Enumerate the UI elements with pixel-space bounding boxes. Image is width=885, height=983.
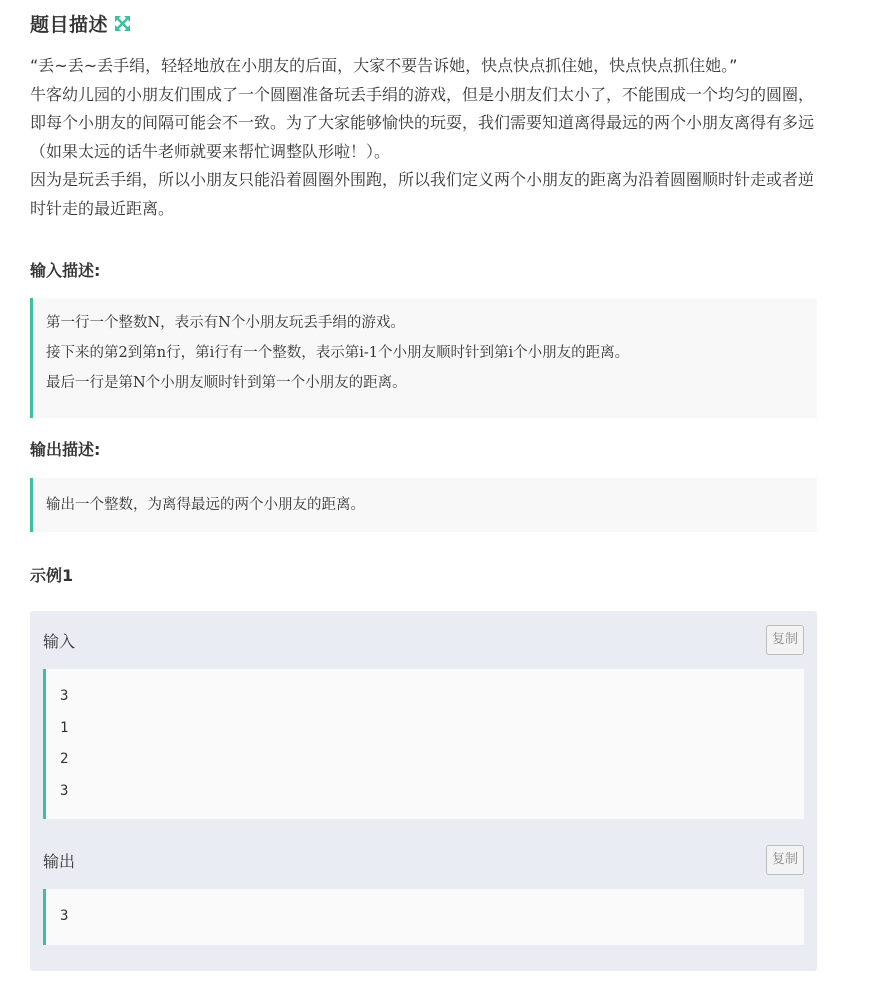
example-input-code[interactable] [43, 669, 804, 819]
example-input-header [43, 611, 804, 669]
output-description-heading: 输出描述: [30, 440, 101, 459]
description-paragraph: 因为是玩丢手绢，所以小朋友只能沿着圆圈外围跑，所以我们定义两个小朋友的距离为沿着圆圈顺时针走或者逆时针走的最近距离。 [30, 170, 815, 218]
code-line: 3 [60, 908, 69, 924]
input-description-line: 接下来的第2到第n行，第i行有一个整数，表示第i-1个小朋友顺时针到第i个小朋友的距离。 [46, 345, 630, 361]
description-paragraph: 牛客幼儿园的小朋友们围成了一个圆圈准备玩丢手绢的游戏，但是小朋友们太小了，不能围成一个均匀的圆圈，即每个小朋友的间隔可能会不一致。为了大家能够愉快的玩耍，我们需要知道离得最远的两个小朋友离得有多远（如果太远的话牛老师就要来帮忙调整队形啦！）。 [30, 84, 815, 161]
output-description-block [30, 478, 817, 532]
example-output-header [43, 831, 804, 889]
example-box [30, 611, 817, 971]
code-line: 3 [60, 688, 69, 704]
input-description-line: 最后一行是第N个小朋友顺时针到第一个小朋友的距离。 [46, 375, 407, 391]
input-description-heading: 输入描述: [30, 261, 101, 280]
output-description-line: 输出一个整数，为离得最远的两个小朋友的距离。 [46, 497, 365, 513]
example-output-code[interactable] [43, 889, 804, 945]
expand-arrows-icon[interactable] [114, 15, 131, 32]
code-line: 1 [60, 719, 69, 736]
title-row [30, 0, 817, 46]
example-heading: 示例1 [30, 566, 74, 585]
page-title: 题目描述 [30, 13, 109, 36]
example-output-label: 输出 [43, 851, 76, 871]
copy-output-button[interactable]: 复制 [766, 845, 804, 875]
code-line: 2 [60, 751, 69, 767]
input-description-block [30, 298, 817, 418]
description-paragraph: “丢~丢~丢手绢，轻轻地放在小朋友的后面，大家不要告诉她，快点快点抓住她，快点快点抓住她。” [30, 56, 738, 75]
example-input-label: 输入 [43, 631, 76, 651]
copy-input-button[interactable]: 复制 [766, 625, 804, 655]
input-description-line: 第一行一个整数N，表示有N个小朋友玩丢手绢的游戏。 [46, 315, 405, 331]
code-line: 3 [60, 782, 69, 799]
problem-container [30, 0, 817, 971]
problem-description [30, 52, 817, 223]
